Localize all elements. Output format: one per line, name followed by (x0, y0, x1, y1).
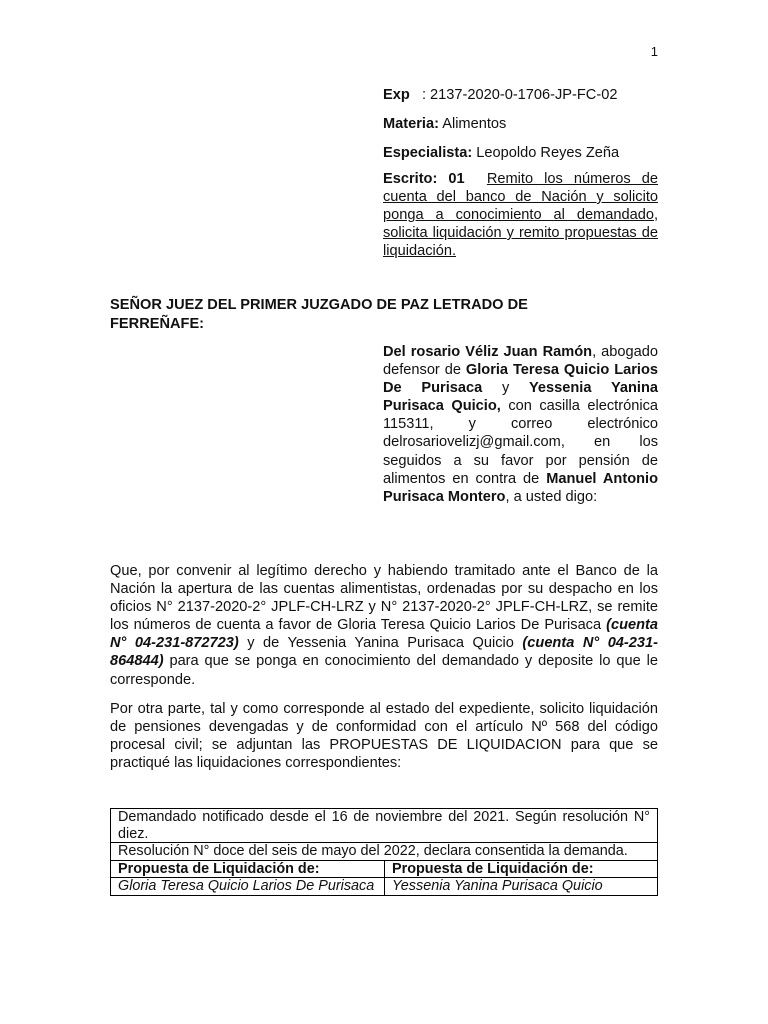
table-row (111, 843, 658, 861)
addressee-heading: SEÑOR JUEZ DEL PRIMER JUZGADO DE PAZ LETRADO DE FERREÑAFE: (110, 297, 528, 332)
paragraph-accounts (110, 562, 658, 689)
lawyer-name: Del rosario Véliz Juan Ramón (383, 344, 593, 360)
col2-header: Propuesta de Liquidación de: (385, 860, 658, 878)
notification-cell: Demandado notificado desde el 16 de noviembre del 2021. Según resolución N° diez. (111, 809, 658, 843)
escrito-block (383, 170, 658, 260)
table-row (111, 878, 658, 896)
especialista-line (383, 144, 658, 162)
account-1: (cuenta N° 04-231-872723) (110, 617, 658, 652)
escrito-label: Escrito: 01 (383, 171, 465, 187)
escrito-summary: Remito los números de cuenta del banco de Nación y solicito ponga a conocimiento al demandado, solicita liquidación y remito propuestas de liquidación. (383, 171, 659, 259)
materia-label: Materia: (383, 116, 439, 132)
table-row (111, 860, 658, 878)
col1-value: Gloria Teresa Quicio Larios De Purisaca (111, 878, 385, 896)
party-introduction (383, 343, 658, 506)
paragraph-1-text-1: Que, por convenir al legítimo derecho y habiendo tramitado ante el Banco de la Nación la apertura de las cuentas alimentistas, ordenadas por su despacho en los oficios N° 2137-2020-2° JPLF-CH-LRZ y N° 2137-2020-2° JPLF-CH-LRZ, se remite los números de cuenta a favor de Gloria Teresa Quicio Larios De Purisaca (110, 563, 658, 634)
especialista-label: Especialista: (383, 145, 473, 161)
liquidation-table (110, 808, 658, 896)
materia-line (383, 115, 658, 133)
col1-header: Propuesta de Liquidación de: (111, 860, 385, 878)
page-number: 1 (650, 44, 658, 59)
party-text-1: , abogado defensor de (383, 344, 658, 379)
account-2: (cuenta N° 04-231-864844) (110, 635, 658, 670)
liquidation-table-wrapper (110, 808, 658, 896)
especialista-value: Leopoldo Reyes Zeña (476, 145, 620, 161)
paragraph-liquidation: Por otra parte, tal y como corresponde al estado del expediente, solicito liquidación de pensiones devengadas y de conformidad con el artículo Nº 568 del código procesal civil; se adjuntan las PROPUESTAS DE LIQUIDACION para que se practiqué las liquidaciones correspondientes: (110, 701, 658, 772)
exp-label: Exp (383, 87, 410, 103)
table-row (111, 809, 658, 843)
exp-value: : 2137-2020-0-1706-JP-FC-02 (421, 87, 618, 103)
materia-value: Alimentos (442, 116, 507, 132)
expediente-line (383, 86, 658, 104)
party-text-3: con casilla electrónica 115311, y correo electrónico delrosariovelizj@gmail.com, en los seguidos a su favor por pensión de alimentos en contra de (383, 398, 658, 487)
resolution-cell: Resolución N° doce del seis de mayo del 2022, declara consentida la demanda. (111, 843, 658, 861)
party-text-4: , a usted digo: (505, 488, 598, 505)
paragraph-1-text-3: para que se ponga en conocimiento del demandado y deposite lo que le corresponde. (110, 653, 658, 688)
party-text-2: y (482, 380, 529, 397)
paragraph-1-text-2: y de Yessenia Yanina Purisaca Quicio (238, 635, 523, 652)
client-1-name: Gloria Teresa Quicio Larios De Purisaca (383, 362, 658, 397)
client-2-name: Yessenia Yanina Purisaca Quicio, (383, 380, 658, 415)
defendant-name: Manuel Antonio Purisaca Montero (383, 470, 658, 505)
col2-value: Yessenia Yanina Purisaca Quicio (385, 878, 658, 896)
